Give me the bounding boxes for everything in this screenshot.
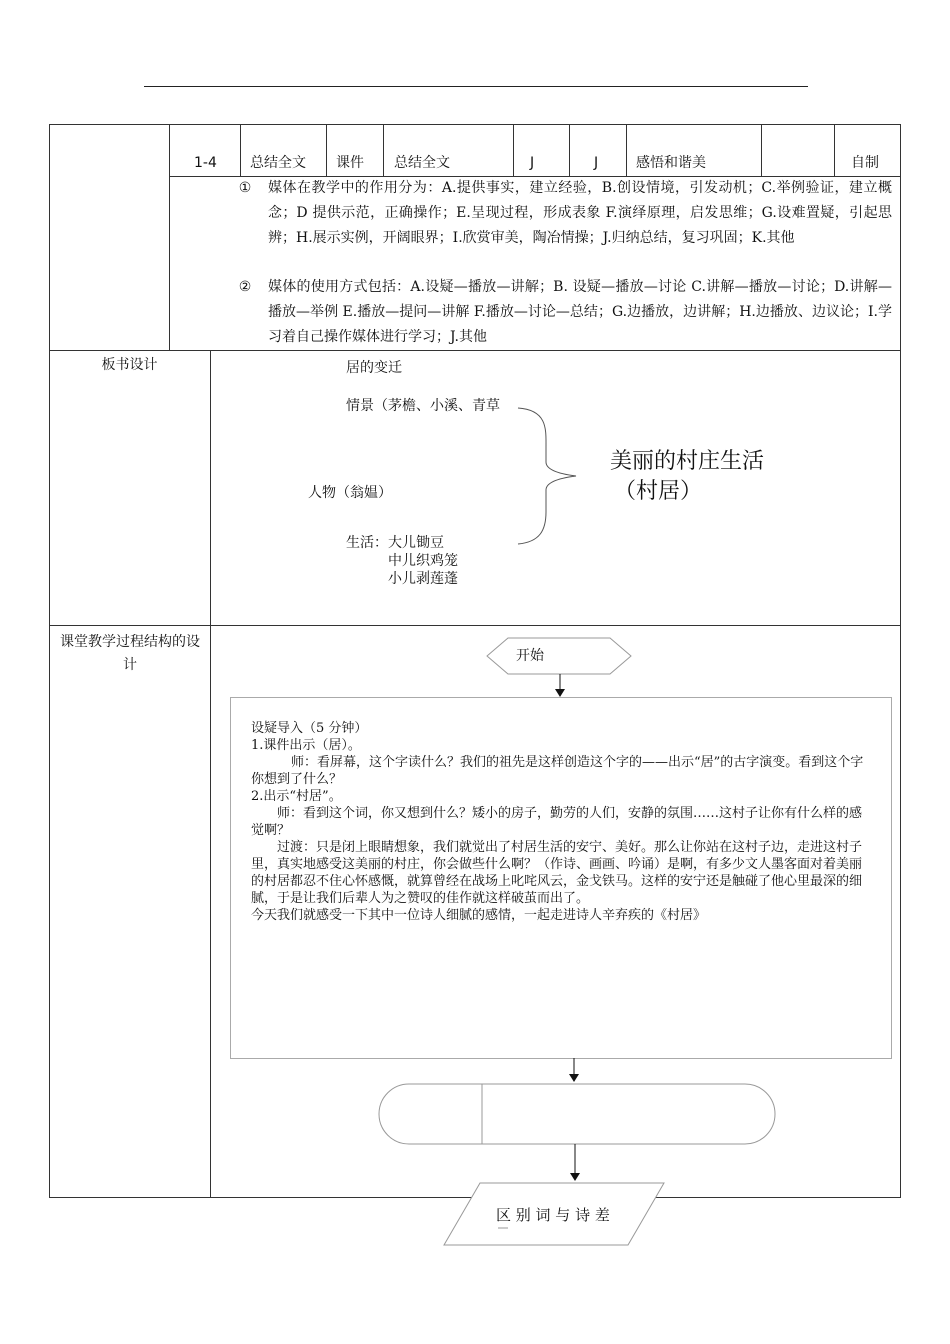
media-a: J bbox=[530, 155, 535, 171]
note-text-2: 媒体的使用方式包括：A.设疑—播放—讲解；B. 设疑—播放—讨论 C.讲解—播放—讨论；D.讲解—播放—举例 E.播放—提问—讲解 F.播放—讨论—总结；G.边播放，边讲解；H.边播放、边议论；I.学习着自己操作媒体进行学习；J.其他 bbox=[268, 279, 892, 345]
board-brace bbox=[518, 408, 576, 544]
board-scene: 情景（茅檐、小溪、青草 bbox=[346, 398, 500, 414]
process-label: 课堂教学过程结构的设计 bbox=[60, 634, 200, 673]
intro-teacher-1: 师：看屏幕，这个字读什么？我们的祖先是这样创造这个字的——出示“居”的古字演变。看到这个字你想到了什么？ bbox=[251, 755, 864, 787]
media-no: 1-4 bbox=[194, 155, 217, 171]
start-hexagon bbox=[487, 638, 631, 674]
board-summary-1: 美丽的村庄生活 bbox=[610, 449, 765, 474]
process-capsule bbox=[379, 1084, 775, 1144]
intro-item-1: 1.课件出示（居）。 bbox=[251, 738, 361, 753]
media-type: 课件 bbox=[336, 155, 364, 171]
board-life-3: 小儿剥莲蓬 bbox=[388, 571, 458, 587]
board-life-1: 生活：大儿锄豆 bbox=[346, 535, 444, 551]
media-b: J bbox=[594, 155, 599, 171]
arrow-3-head bbox=[570, 1173, 580, 1181]
media-goal: 感悟和谐美 bbox=[636, 155, 706, 171]
next-step-label: 区 别 词 与 诗 差 bbox=[496, 1206, 610, 1224]
intro-item-2: 2.出示“村居”。 bbox=[251, 789, 342, 804]
media-point: 总结全文 bbox=[394, 155, 450, 171]
note-number-2: ② bbox=[238, 279, 252, 295]
arrow-1-head bbox=[555, 689, 565, 697]
board-people: 人物（翁媪） bbox=[308, 485, 392, 501]
start-label: 开始 bbox=[516, 648, 544, 664]
intro-heading: 设疑导入（5 分钟） bbox=[251, 721, 368, 736]
board-summary-2: （村居） bbox=[614, 479, 703, 504]
board-title: 居的变迁 bbox=[346, 360, 402, 376]
arrow-2-head bbox=[569, 1074, 579, 1082]
media-content: 总结全文 bbox=[250, 155, 306, 171]
intro-closing: 今天我们就感受一下其中一位诗人细腻的感情，一起走进诗人辛弃疾的《村居》 bbox=[251, 908, 707, 923]
intro-teacher-2: 师：看到这个词，你又想到什么？矮小的房子，勤劳的人们，安静的氛围……这村子让你有什么样的感觉啊？ bbox=[251, 806, 863, 838]
board-label: 板书设计 bbox=[101, 357, 158, 373]
note-number-1: ① bbox=[238, 180, 252, 196]
board-life-2: 中儿织鸡笼 bbox=[388, 553, 458, 569]
media-source: 自制 bbox=[851, 155, 879, 171]
intro-transition: 过渡：只是闭上眼睛想象，我们就觉出了村居生活的安宁、美好。那么让你站在这村子边，走进这村子里，真实地感受这美丽的村庄，你会做些什么啊？（作诗、画画、吟诵）是啊，有多少文人墨客面对着美丽的村居都忍不住心怀感慨，就算曾经在战场上叱咤风云，金戈铁马。这样的安宁还是触碰了他心里最深的细腻，于是让我们后辈人为之赞叹的佳作就这样破茧而出了。 bbox=[251, 840, 863, 906]
note-text-1: 媒体在教学中的作用分为：A.提供事实，建立经验，B.创设情境，引发动机；C.举例验证，建立概念；D 提供示范，正确操作；E.呈现过程，形成表象 F.演绎原理，启发思维；G.设难置疑，引起思辨；H.展示实例，开阔眼界；I.欣赏审美，陶冶情操；J.归纳总结，复习巩固；K.其他 bbox=[268, 180, 892, 246]
